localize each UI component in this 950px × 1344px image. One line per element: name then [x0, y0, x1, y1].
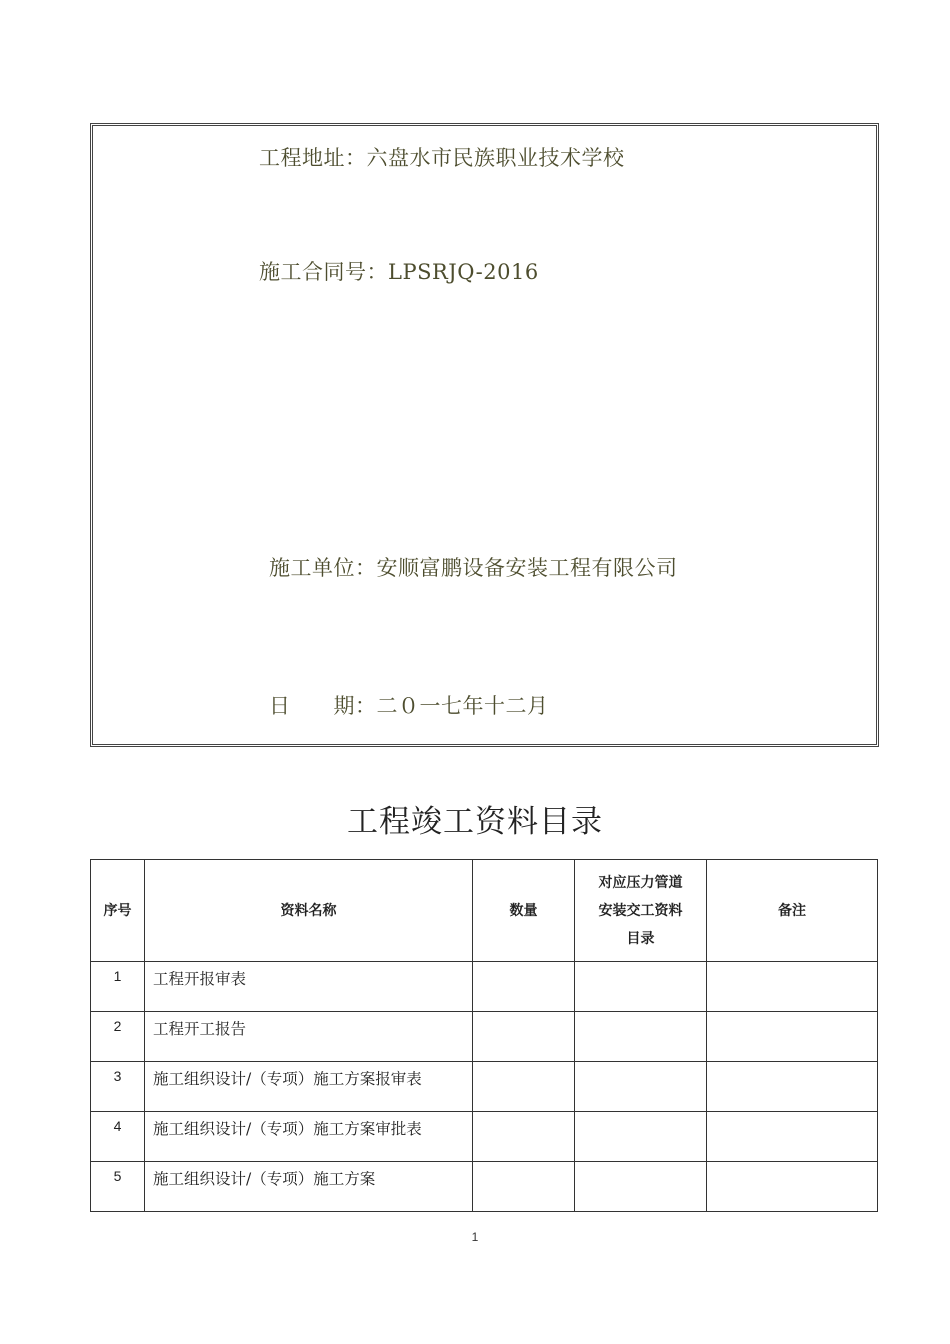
table-row [91, 962, 878, 1012]
row-name: 工程开工报告 [145, 1012, 473, 1062]
table-row [91, 1162, 878, 1212]
row-corresponding [575, 1162, 707, 1212]
row-quantity [473, 1062, 575, 1112]
row-quantity [473, 1012, 575, 1062]
header-corresponding-line: 安装交工资料 [598, 902, 683, 919]
row-index: 3 [91, 1062, 145, 1112]
date-label: 日 期： [269, 694, 377, 718]
page-number: 1 [471, 1230, 479, 1244]
row-name: 施工组织设计/（专项）施工方案 [145, 1162, 473, 1212]
row-index: 1 [91, 962, 145, 1012]
row-name: 工程开报审表 [145, 962, 473, 1012]
row-index: 2 [91, 1012, 145, 1062]
row-name: 施工组织设计/（专项）施工方案报审表 [145, 1062, 473, 1112]
project-address: 工程地址：六盘水市民族职业技术学校 [259, 146, 625, 170]
row-quantity [473, 962, 575, 1012]
row-corresponding [575, 962, 707, 1012]
table-row [91, 1112, 878, 1162]
contract-number: 施工合同号：LPSRJQ-2016 [259, 260, 539, 284]
table-row [91, 1012, 878, 1062]
row-quantity [473, 1162, 575, 1212]
date-value: 二０一七年十二月 [376, 694, 549, 718]
completion-date [269, 690, 549, 720]
row-remarks [707, 1112, 878, 1162]
header-remarks: 备注 [707, 860, 878, 962]
row-remarks [707, 1162, 878, 1212]
header-name: 资料名称 [145, 860, 473, 962]
document-title: 工程竣工资料目录 [347, 804, 603, 840]
row-remarks [707, 1062, 878, 1112]
row-corresponding [575, 1012, 707, 1062]
header-quantity: 数量 [473, 860, 575, 962]
cover-box [90, 123, 879, 747]
row-remarks [707, 1012, 878, 1062]
table-row [91, 1062, 878, 1112]
contractor-unit: 施工单位：安顺富鹏设备安装工程有限公司 [269, 556, 678, 580]
row-remarks [707, 962, 878, 1012]
table-header-row [91, 860, 878, 962]
row-quantity [473, 1112, 575, 1162]
header-corresponding-line: 目录 [626, 930, 655, 947]
row-corresponding [575, 1112, 707, 1162]
row-corresponding [575, 1062, 707, 1112]
row-index: 5 [91, 1162, 145, 1212]
row-name: 施工组织设计/（专项）施工方案审批表 [145, 1112, 473, 1162]
row-index: 4 [91, 1112, 145, 1162]
contents-table [90, 859, 878, 1212]
header-corresponding-line: 对应压力管道 [598, 874, 683, 891]
header-corresponding [575, 860, 707, 962]
header-index: 序号 [91, 860, 145, 962]
